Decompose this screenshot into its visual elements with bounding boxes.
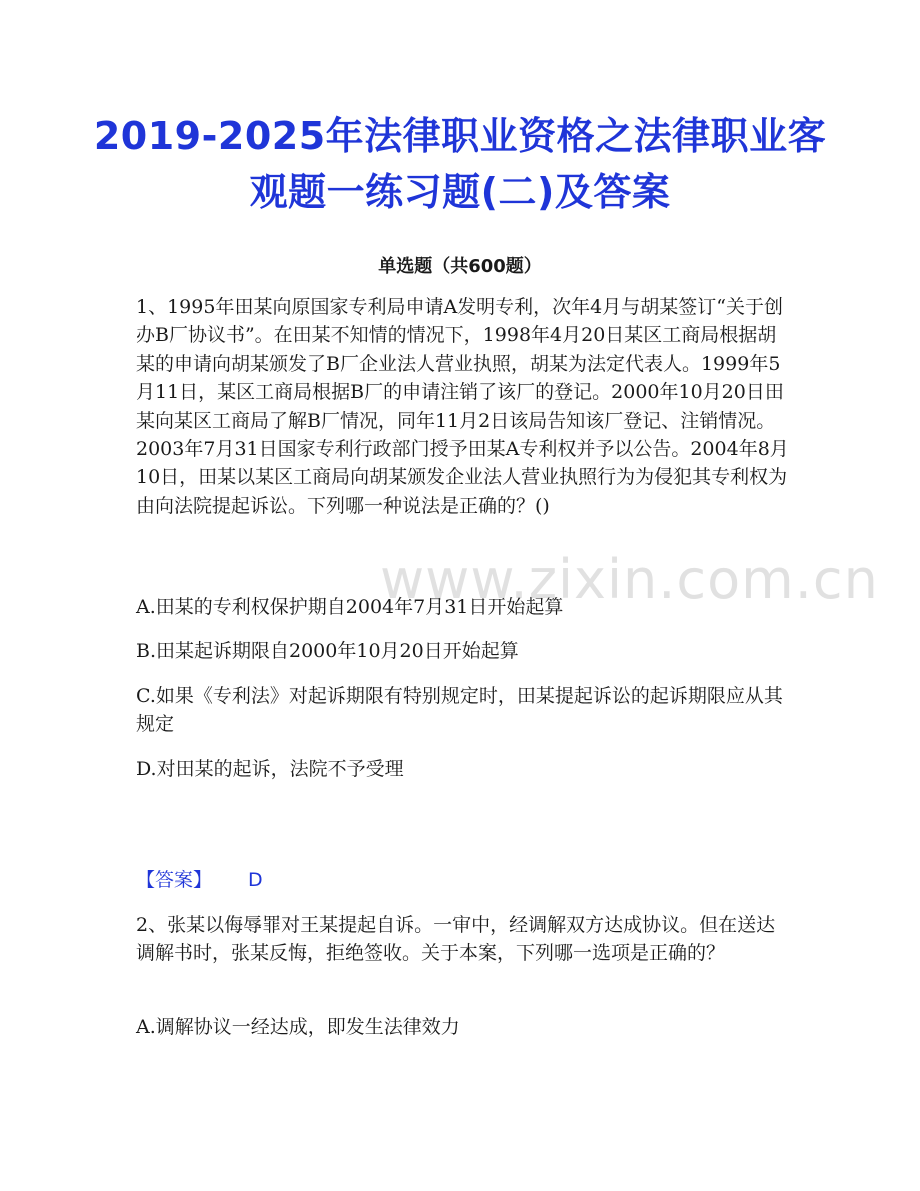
question-1-option-b: B.田某起诉期限自2000年10月20日开始起算	[136, 640, 519, 662]
document-title: 2019-2025年法律职业资格之法律职业客观题一练习题(二)及答案	[93, 114, 827, 214]
question-2-text: 2、张某以侮辱罪对王某提起自诉。一审中，经调解双方达成协议。但在送达调解书时，张某反悔，拒绝签收。关于本案，下列哪一选项是正确的？	[136, 914, 776, 965]
question-1-text: 1、1995年田某向原国家专利局申请A发明专利，次年4月与胡某签订“关于创办B厂协议书”。在田某不知情的情况下，1998年4月20日某区工商局根据胡某的申请向胡某颁发了B厂企业法人营业执照，胡某为法定代表人。1999年5月11日，某区工商局根据B厂的申请注销了该厂的登记。2000年10月20日田某向某区工商局了解B厂情况，同年11月2日该局告知该厂登记、注销情况。2003年7月31日国家专利行政部门授予田某A专利权并予以公告。2004年8月10日，田某以某区工商局向胡某颁发企业法人营业执照行为为侵犯其专利权为由向法院提起诉讼。下列哪一种说法是正确的？()	[136, 296, 789, 517]
answer-row	[136, 866, 263, 894]
answer-label: 【答案】	[136, 869, 213, 891]
watermark: www.zixin.com.cn	[380, 548, 879, 611]
answer-value: D	[248, 869, 263, 891]
question-2-option-a: A.调解协议一经达成，即发生法律效力	[136, 1016, 460, 1038]
section-heading: 单选题（共600题）	[378, 256, 542, 277]
question-1-option-a: A.田某的专利权保护期自2004年7月31日开始起算	[136, 596, 564, 618]
question-1-option-d: D.对田某的起诉，法院不予受理	[136, 758, 404, 780]
question-1-option-c: C.如果《专利法》对起诉期限有特别规定时，田某提起诉讼的起诉期限应从其规定	[136, 685, 783, 736]
